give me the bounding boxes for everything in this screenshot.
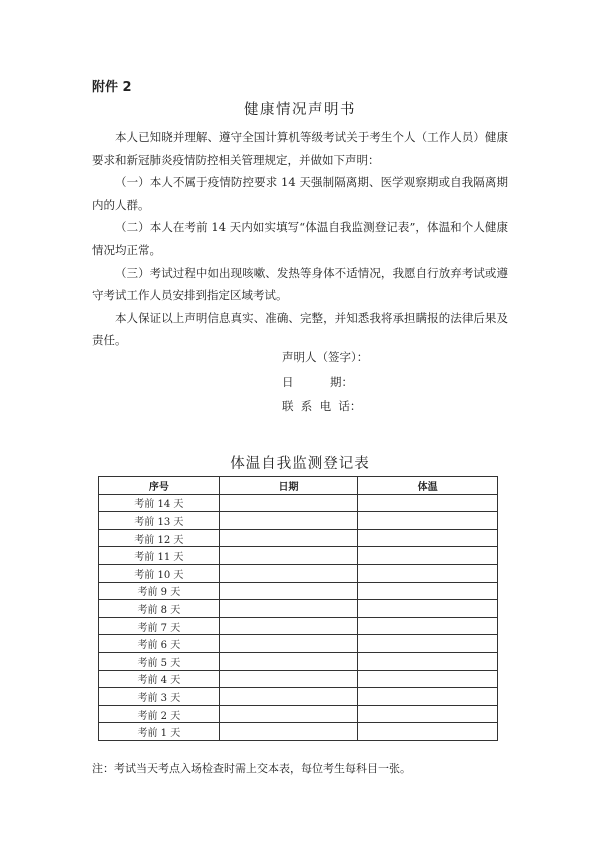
declaration-paragraph: 本人已知晓并理解、遵守全国计算机等级考试关于考生个人（工作人员）健康要求和新冠肺炎疫情防控相关管理规定，并做如下声明： [92,130,508,167]
row-index-cell: 考前 2 天 [99,705,220,723]
table-row [99,688,498,706]
declaration-body [92,126,508,352]
row-index-cell: 考前 9 天 [99,582,220,600]
row-index-cell: 考前 10 天 [99,564,220,582]
signature-field-declarant: 声明人（签字）： [282,350,369,364]
temperature-cell[interactable] [358,670,498,688]
row-index-cell: 考前 6 天 [99,635,220,653]
temperature-cell[interactable] [358,529,498,547]
date-cell[interactable] [219,564,358,582]
row-index-cell: 考前 5 天 [99,652,220,670]
row-index-cell: 考前 3 天 [99,688,220,706]
temperature-cell[interactable] [358,688,498,706]
header-temperature: 体温 [358,477,498,495]
declaration-title: 健康情况声明书 [244,102,356,118]
table-row [99,582,498,600]
temperature-log-table [98,476,498,741]
temperature-cell[interactable] [358,723,498,741]
table-row [99,723,498,741]
temperature-cell[interactable] [358,564,498,582]
declaration-paragraph: 本人保证以上声明信息真实、准确、完整，并知悉我将承担瞒报的法律后果及责任。 [92,310,508,348]
date-cell[interactable] [219,547,358,565]
date-cell[interactable] [219,635,358,653]
table-row [99,494,498,512]
date-cell[interactable] [219,529,358,547]
date-cell[interactable] [219,723,358,741]
table-row [99,529,498,547]
temperature-cell[interactable] [358,652,498,670]
attachment-label: 附件 2 [92,80,132,95]
temperature-cell[interactable] [358,705,498,723]
temperature-cell[interactable] [358,635,498,653]
table-row [99,652,498,670]
date-cell[interactable] [219,512,358,530]
date-cell[interactable] [219,494,358,512]
temperature-cell[interactable] [358,582,498,600]
row-index-cell: 考前 1 天 [99,723,220,741]
declaration-paragraph: （二）本人在考前 14 天内如实填写“体温自我监测登记表”，体温和个人健康情况均正常。 [92,220,508,257]
table-title: 体温自我监测登记表 [230,456,370,472]
date-cell[interactable] [219,705,358,723]
signature-field-phone: 联 系 电 话： [282,399,362,413]
table-body [99,494,498,740]
table-row [99,547,498,565]
date-cell[interactable] [219,670,358,688]
row-index-cell: 考前 7 天 [99,617,220,635]
temperature-cell[interactable] [358,617,498,635]
header-index: 序号 [99,477,220,495]
row-index-cell: 考前 8 天 [99,600,220,618]
signature-field-date: 日 期： [282,375,354,389]
table-row [99,670,498,688]
row-index-cell: 考前 12 天 [99,529,220,547]
temperature-cell[interactable] [358,600,498,618]
table-row [99,617,498,635]
row-index-cell: 考前 11 天 [99,547,220,565]
temperature-cell[interactable] [358,512,498,530]
footnote: 注：考试当天考点入场检查时需上交本表，每位考生每科目一张。 [92,762,411,775]
table-header-row [99,477,498,495]
temperature-cell[interactable] [358,494,498,512]
date-cell[interactable] [219,600,358,618]
date-cell[interactable] [219,688,358,706]
table-row [99,600,498,618]
row-index-cell: 考前 14 天 [99,494,220,512]
row-index-cell: 考前 4 天 [99,670,220,688]
header-date: 日期 [219,477,358,495]
date-cell[interactable] [219,652,358,670]
table-row [99,705,498,723]
table-row [99,564,498,582]
declaration-paragraph: （一）本人不属于疫情防控要求 14 天强制隔离期、医学观察期或自我隔离期内的人群。 [92,175,508,212]
date-cell[interactable] [219,582,358,600]
row-index-cell: 考前 13 天 [99,512,220,530]
table-row [99,512,498,530]
table-row [99,635,498,653]
declaration-paragraph: （三）考试过程中如出现咳嗽、发热等身体不适情况，我愿自行放弃考试或遵守考试工作人员安排到指定区域考试。 [92,265,508,303]
date-cell[interactable] [219,617,358,635]
temperature-cell[interactable] [358,547,498,565]
